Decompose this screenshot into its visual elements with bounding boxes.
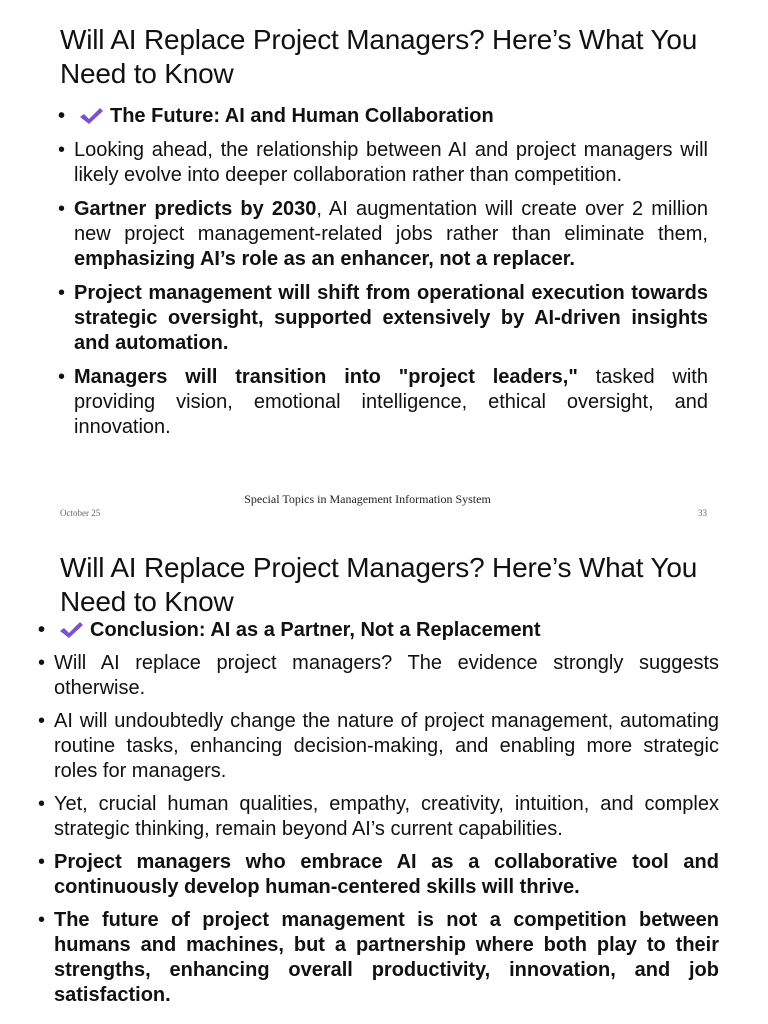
- heading-text: Conclusion: AI as a Partner, Not a Replacement: [90, 619, 541, 641]
- bullet-item: [38, 792, 719, 842]
- bullet-bold-text: The future of project management is not a competition between humans and machines, but a partnership where both play to their strengths, enhancing overall productivity, innovation, and job satisfaction.: [54, 909, 719, 1006]
- bullet-bold-text: emphasizing AI’s role as an enhancer, not a replacer.: [74, 248, 575, 270]
- bullet-item: [38, 850, 719, 900]
- bullet-bold-text: Gartner predicts by 2030: [74, 198, 317, 220]
- section-heading: [58, 104, 708, 129]
- bullet-item: [38, 709, 719, 784]
- slide-title: Will AI Replace Project Managers? Here’s What You Need to Know: [60, 24, 698, 89]
- section-heading: [38, 618, 719, 643]
- bullet-bold-text: Project managers who embrace AI as a collaborative tool and continuously develop human-centered skills will thrive.: [54, 851, 719, 898]
- bullet-item: [58, 281, 708, 356]
- bullet-item: [38, 908, 719, 1008]
- bullet-bold-text: Managers will transition into "project leaders,": [74, 366, 578, 388]
- bullet-text: Looking ahead, the relationship between AI and project managers will likely evolve into deeper collaboration rather than competition.: [74, 139, 708, 186]
- bullet-item: [58, 197, 708, 272]
- slide-title: Will AI Replace Project Managers? Here’s What You Need to Know: [60, 552, 698, 617]
- bullet-list: [38, 618, 719, 1016]
- check-mark-icon: [78, 106, 104, 126]
- bullet-list: [58, 104, 708, 449]
- bullet-text: AI will undoubtedly change the nature of project management, automating routine tasks, enhancing decision-making, and enabling more strategic roles for managers.: [54, 710, 719, 782]
- slide-34: [0, 534, 768, 1024]
- footer-course-title: Special Topics in Management Information System: [244, 492, 491, 506]
- bullet-item: [58, 138, 708, 188]
- footer-date: October 25: [60, 508, 101, 518]
- check-mark-icon: [58, 620, 84, 640]
- bullet-item: [38, 651, 719, 701]
- bullet-text: , AI augmentation will create over 2 million new project management-related jobs rather than eliminate them,: [74, 198, 708, 245]
- footer-page-number: 33: [698, 508, 707, 518]
- bullet-text: Will AI replace project managers? The evidence strongly suggests otherwise.: [54, 652, 719, 699]
- bullet-bold-text: Project management will shift from operational execution towards strategic oversight, supported extensively by AI-driven insights and automation.: [74, 282, 708, 354]
- bullet-item: [58, 365, 708, 440]
- bullet-text: tasked with providing vision, emotional intelligence, ethical oversight, and innovation.: [74, 366, 708, 438]
- bullet-text: Yet, crucial human qualities, empathy, creativity, intuition, and complex strategic thinking, remain beyond AI’s current capabilities.: [54, 793, 719, 840]
- heading-text: The Future: AI and Human Collaboration: [110, 105, 494, 127]
